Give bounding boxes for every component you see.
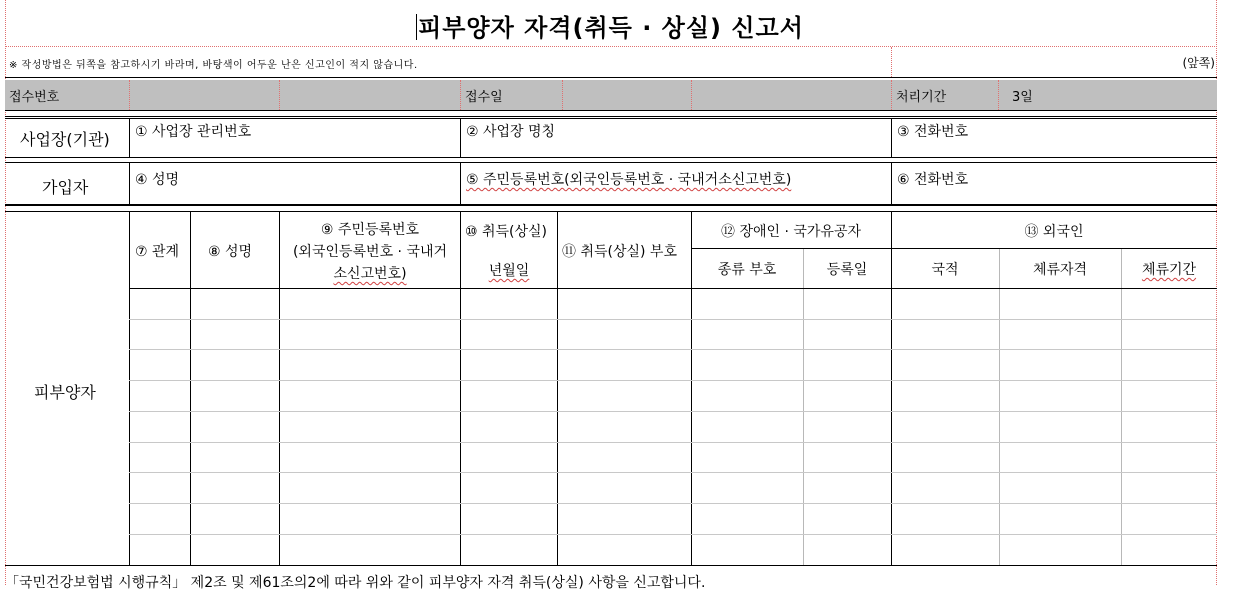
row-line	[129, 472, 1217, 473]
rule	[691, 248, 1217, 249]
cell-border	[803, 249, 804, 566]
processing-period-label: 처리기간	[896, 90, 947, 105]
subscriber-id-field[interactable]: ⑤ 주민등록번호(외국인등록번호 · 국내거소신고번호)	[466, 172, 792, 188]
col-stay-period-header: 체류기간	[1141, 262, 1197, 278]
cell-border	[190, 212, 191, 566]
receipt-divider	[279, 80, 280, 110]
workplace-id-field[interactable]: ① 사업장 관리번호	[135, 124, 252, 140]
receipt-divider	[998, 80, 999, 110]
subscriber-phone-field[interactable]: ⑥ 전화번호	[897, 172, 969, 188]
form-title[interactable]: 피부양자 자격(취득 · 상실) 신고서	[418, 14, 804, 42]
note-divider	[891, 47, 892, 77]
processing-period-value: 3일	[1012, 90, 1033, 105]
cell-border	[999, 249, 1000, 566]
cell-border	[460, 119, 461, 157]
rule	[5, 565, 1217, 566]
col-visa-status-header: 체류자격	[1032, 262, 1088, 278]
instruction-note: ※ 작성방법은 뒤쪽을 참고하시기 바라며, 바탕색이 어두운 난은 신고인이 적지 않습니다.	[9, 60, 418, 71]
page-side-label: (앞쪽)	[1182, 56, 1215, 70]
rule	[5, 157, 1217, 158]
rule	[129, 288, 1217, 289]
cell-border	[891, 119, 892, 157]
col-date-header-line2: 년월일	[488, 263, 530, 279]
title-guide-line	[5, 46, 1217, 47]
receipt-divider	[129, 80, 130, 110]
row-line	[129, 411, 1217, 412]
cell-border	[129, 119, 130, 157]
col-foreigner-header: ⑬ 외국인	[1024, 224, 1084, 240]
col-relation-header: ⑦ 관계	[135, 244, 180, 260]
rule	[5, 116, 1217, 117]
declaration-text: 「국민건강보험법 시행규칙」 제2조 및 제61조의2에 따라 위와 같이 피부양자 자격 취득(상실) 사항을 신고합니다.	[5, 575, 706, 591]
workplace-section-label: 사업장(기관)	[20, 130, 110, 149]
row-line	[129, 534, 1217, 535]
rule	[5, 211, 1217, 212]
col-resident-id-header-line1: ⑨ 주민등록번호	[320, 222, 420, 238]
row-line	[129, 349, 1217, 350]
receipt-divider	[562, 80, 563, 110]
rule	[5, 110, 1217, 111]
workplace-phone-field[interactable]: ③ 전화번호	[897, 124, 969, 140]
col-disability-header: ⑫ 장애인 · 국가유공자	[721, 224, 861, 240]
cell-border	[557, 212, 558, 566]
col-resident-id-header-line2: (외국인등록번호 · 국내거	[292, 244, 448, 260]
rule	[5, 118, 1217, 119]
col-date-header-line1: ⑩ 취득(상실)	[465, 224, 548, 240]
workplace-name-field[interactable]: ② 사업장 명칭	[466, 124, 556, 140]
dependent-section-label: 피부양자	[34, 383, 96, 402]
col-disability-date-header: 등록일	[826, 262, 868, 278]
row-line	[129, 380, 1217, 381]
receipt-divider	[460, 80, 461, 110]
subscriber-name-field[interactable]: ④ 성명	[135, 172, 180, 188]
row-line	[129, 442, 1217, 443]
receipt-bar	[5, 80, 1217, 110]
cell-border	[1121, 249, 1122, 566]
row-line	[129, 319, 1217, 320]
receipt-divider	[891, 80, 892, 110]
col-code-header: ⑪ 취득(상실) 부호	[562, 244, 677, 260]
cell-border	[129, 163, 130, 204]
cell-border	[129, 212, 130, 566]
col-disability-type-header: 종류 부호	[717, 262, 777, 278]
col-resident-id-header-line3: 소신고번호)	[333, 266, 407, 282]
receipt-divider	[691, 80, 692, 110]
receipt-date-label: 접수일	[465, 90, 503, 105]
rule	[5, 162, 1217, 163]
row-line	[129, 503, 1217, 504]
col-nationality-header: 국적	[931, 262, 959, 278]
col-name-header: ⑧ 성명	[208, 244, 253, 260]
rule	[5, 77, 1217, 78]
rule	[5, 204, 1217, 206]
cell-border	[891, 163, 892, 204]
receipt-number-label: 접수번호	[9, 90, 60, 105]
cell-border	[460, 163, 461, 204]
subscriber-section-label: 가입자	[42, 178, 89, 197]
text-cursor	[416, 14, 417, 40]
